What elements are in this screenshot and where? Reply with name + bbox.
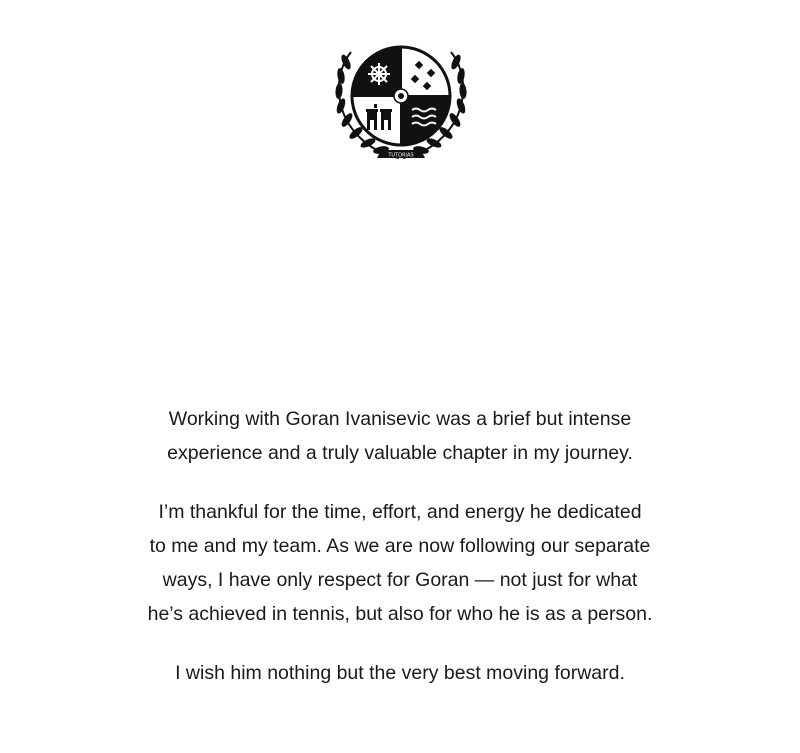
ship-wheel-icon <box>368 63 390 85</box>
text-line: ways, I have only respect for Goran — not just for what <box>162 569 638 591</box>
crest-ribbon-text: TUTORIAS <box>388 152 414 159</box>
center-emblem-icon <box>394 89 408 103</box>
text-line: he’s achieved in tennis, but also for who he is as a person. <box>147 603 653 625</box>
crest-logo <box>329 40 473 164</box>
shield-quartered-icon <box>352 47 450 145</box>
crest-ribbon <box>377 150 425 159</box>
text-line: to me and my team. As we are now following our separate <box>149 535 651 557</box>
text-line: experience and a truly valuable chapter in my journey. <box>167 442 633 464</box>
text-line: Working with Goran Ivanisevic was a brief but intense <box>168 408 632 430</box>
text-line: I wish him nothing but the very best moving forward. <box>175 662 625 684</box>
statement-paragraph-2 <box>60 495 740 631</box>
statement-paragraph-3 <box>60 656 740 690</box>
text-line: I’m thankful for the time, effort, and energy he dedicated <box>158 501 642 523</box>
statement-body <box>60 402 740 690</box>
statement-paragraph-1 <box>60 402 740 470</box>
